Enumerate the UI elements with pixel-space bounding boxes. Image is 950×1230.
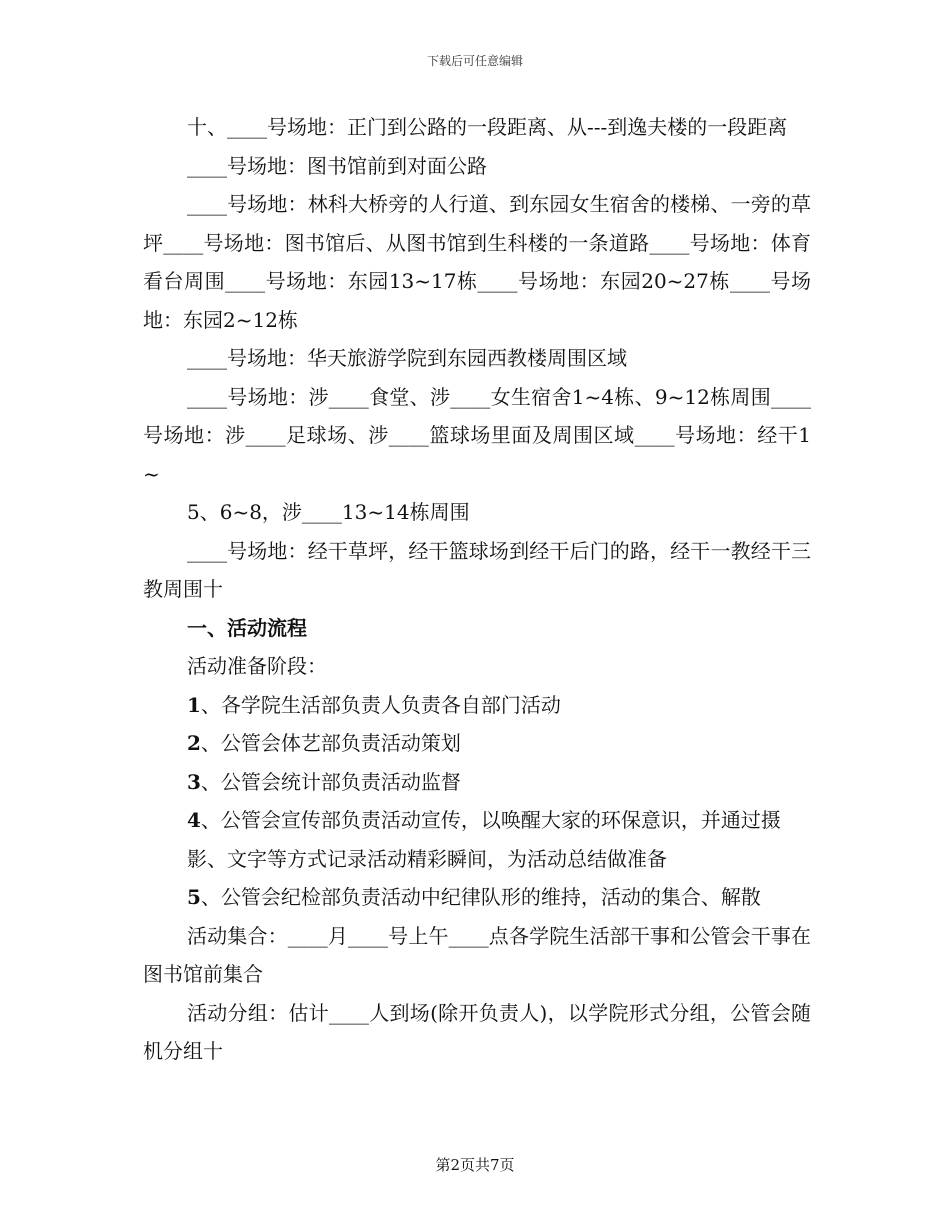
paragraph-venue-list: ____号场地：林科大桥旁的人行道、到东园女生宿舍的楼梯、一旁的草坪____号场地：图书馆后、从图书馆到生科楼的一条道路____号场地：体育看台周围____号场地：东园13~17栋____号场地：东园20~27栋____号场地：东园2~12栋 xyxy=(143,192,811,332)
list-text: 、公管会宣传部负责活动宣传，以唤醒大家的环保意识，并通过摄 xyxy=(200,808,781,832)
list-text: 、公管会体艺部负责活动策划 xyxy=(200,731,461,755)
list-item-5 xyxy=(143,878,811,917)
list-number: 5 xyxy=(187,885,201,909)
paragraph-prep-stage: 活动准备阶段： xyxy=(187,654,327,678)
list-number: 3 xyxy=(187,769,201,794)
paragraph-venue-jinggan: ____号场地：经干草坪，经干篮球场到经干后门的路，经干一教经干三教周围十 xyxy=(143,538,811,601)
section-heading-activity-flow: 一、活动流程 xyxy=(187,615,307,640)
list-item-3 xyxy=(143,763,811,802)
list-item-4 xyxy=(143,801,811,840)
paragraph-record-activity: 影、文字等方式记录活动精彩瞬间，为活动总结做准备 xyxy=(187,846,667,871)
list-item-2 xyxy=(143,724,811,763)
paragraph-venue-library-front: ____号场地：图书馆前到对面公路 xyxy=(187,153,487,178)
list-number: 1 xyxy=(187,692,201,717)
page-footer: 第2页共7页 xyxy=(435,1156,515,1174)
list-text: 、公管会统计部负责活动监督 xyxy=(200,769,461,794)
paragraph-venue-continued: 5、6~8，涉____13~14栋周围 xyxy=(187,500,470,524)
paragraph-venue-huatian: ____号场地：华天旅游学院到东园西教楼周围区域 xyxy=(187,346,627,370)
paragraph-venue-10: 十、____号场地：正门到公路的一段距离、从---到逸夫楼的一段距离 xyxy=(187,115,788,139)
paragraph-venue-canteen: ____号场地：涉____食堂、涉____女生宿舍1~4栋、9~12栋周围____号场地：涉____足球场、涉____篮球场里面及周围区域____号场地：经干1~ xyxy=(143,384,811,486)
document-body xyxy=(143,108,811,1071)
list-number: 2 xyxy=(187,731,201,755)
list-text: 、各学院生活部负责人负责各自部门活动 xyxy=(200,692,561,717)
list-item-1 xyxy=(143,686,811,725)
list-number: 4 xyxy=(187,808,201,832)
paragraph-assembly: 活动集合：____月____号上午____点各学院生活部干事和公管会干事在图书馆前集合 xyxy=(143,923,811,986)
page-header: 下载后可任意编辑 xyxy=(426,54,523,68)
list-text: 、公管会纪检部负责活动中纪律队形的维持，活动的集合、解散 xyxy=(200,885,761,909)
paragraph-grouping: 活动分组：估计____人到场(除开负责人)，以学院形式分组，公管会随机分组十 xyxy=(143,1000,811,1063)
